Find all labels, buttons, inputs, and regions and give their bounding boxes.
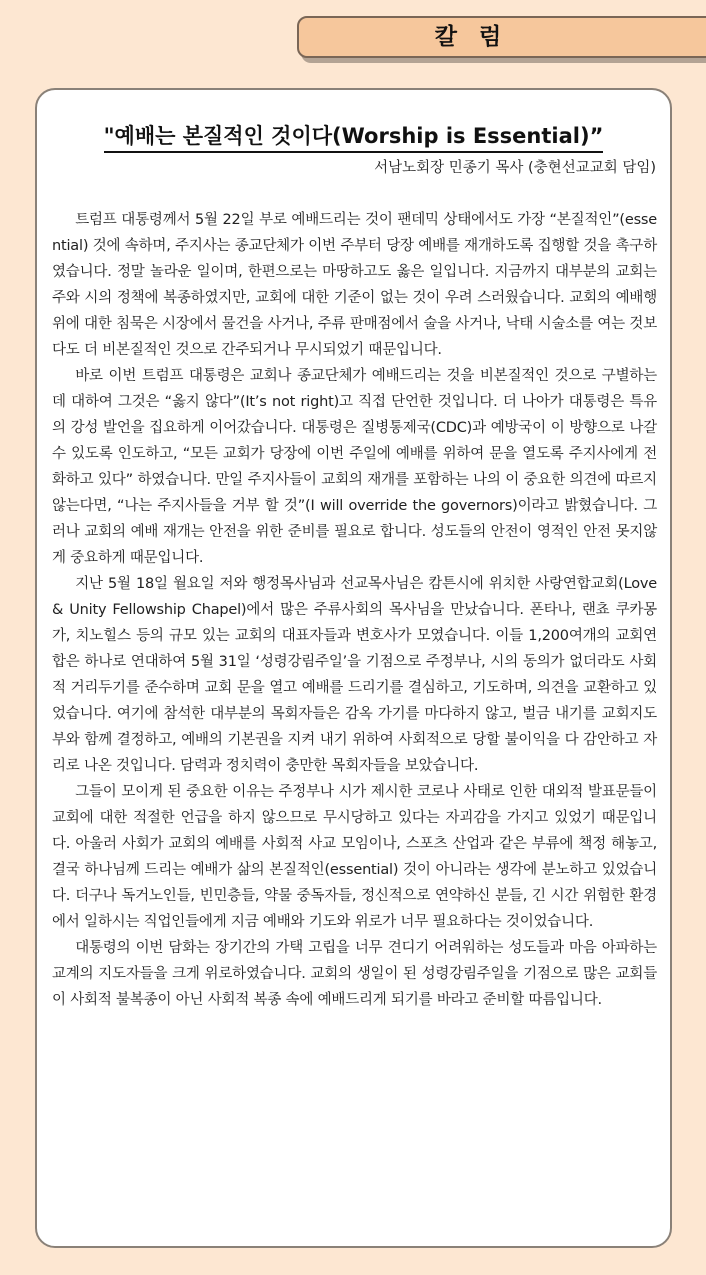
article-paragraph: 트럼프 대통령께서 5월 22일 부로 예배드리는 것이 팬데믹 상태에서도 가장 “본질적인”(essential) 것에 속하며, 주지사는 종교단체가 이번 주부터 당장 예배를 재개하도록 집행할 것을 촉구하였습니다. 정말 놀라운 일이며, 한편으로는 마땅하고도 옳은 일입니다. 지금까지 대부분의 교회는 주와 시의 정책에 복종하였지만, 교회에 대한 기준이 없는 것이 우려 스러웠습니다. 교회의 예배행위에 대한 침묵은 시장에서 물건을 사거나, 주류 판매점에서 술을 사거나, 낙태 시술소를 여는 것보다도 더 비본질적인 것으로 간주되거나 무시되었기 때문입니다. bbox=[52, 212, 657, 358]
article-paragraph: 바로 이번 트럼프 대통령은 교회나 종교단체가 예배드리는 것을 비본질적인 것으로 구별하는데 대하여 그것은 “옳지 않다”(It’s not right)고 직접 단언한 것입니다. 더 나아가 대통령은 특유의 강성 발언을 집요하게 이어갔습니다. 대통령은 질병통제국(CDC)과 예방국이 이 방향으로 나갈 수 있도록 인도하고, “모든 교회가 당장에 이번 주일에 예배를 위하여 문을 열도록 주지사에게 전화하고 있다” 하였습니다. 만일 주지사들이 교회의 재개를 포함하는 나의 이 중요한 의견에 따르지 않는다면, “나는 주지사들을 거부 할 것”(I will override the governors)이라고 밝혔습니다. 그러나 교회의 예배 재개는 안전을 위한 준비를 필요로 합니다. 성도들의 안전이 영적인 안전 못지않게 중요하게 때문입니다. bbox=[52, 368, 657, 566]
article-title-text: "예배는 본질적인 것이다(Worship is Essential)” bbox=[104, 124, 604, 153]
article-body bbox=[52, 207, 657, 1013]
section-tab bbox=[297, 16, 706, 58]
article-byline: 서남노회장 민종기 목사 (충현선교교회 담임) bbox=[374, 160, 656, 176]
article-paragraph: 그들이 모이게 된 중요한 이유는 주정부나 시가 제시한 코로나 사태로 인한 대외적 발표문들이 교회에 대한 적절한 언급을 하지 않으므로 무시당하고 있다는 자괴감을 가지고 있었기 때문입니다. 아울러 사회가 교회의 예배를 사회적 사교 모임이나, 스포츠 산업과 같은 부류에 책정 해놓고, 결국 하나님께 드리는 예배가 삶의 본질적인(essential) 것이 아니라는 생각에 분노하고 있었습니다. 더구나 독거노인들, 빈민층들, 약물 중독자들, 정신적으로 연약하신 분들, 긴 시간 위험한 환경에서 일하시는 직업인들에게 지금 예배와 기도와 위로가 너무 필요하다는 것이었습니다. bbox=[52, 784, 657, 930]
article-paragraph: 대통령의 이번 담화는 장기간의 가택 고립을 너무 견디기 어려워하는 성도들과 마음 아파하는 교계의 지도자들을 크게 위로하였습니다. 교회의 생일이 된 성령강림주일을 기점으로 많은 교회들이 사회적 불복종이 아닌 사회적 복종 속에 예배드리게 되기를 바라고 준비할 따름입니다. bbox=[52, 940, 657, 1008]
section-title: 칼럼 bbox=[434, 24, 524, 50]
article-card bbox=[35, 88, 672, 1248]
article-paragraph: 지난 5월 18일 월요일 저와 행정목사님과 선교목사님은 캄튼시에 위치한 사랑연합교회(Love & Unity Fellowship Chapel)에서 많은 주류사회의 목사님을 만났습니다. 폰타나, 랜쵸 쿠카몽가, 치노힐스 등의 규모 있는 교회의 대표자들과 변호사가 모였습니다. 이들 1,200여개의 교회연합은 하나로 연대하여 5월 31일 ‘성령강림주일’을 기점으로 주정부나, 시의 동의가 없더라도 사회적 거리두기를 준수하며 교회 문을 열고 예배를 드리기를 결심하고, 기도하며, 의견을 교환하고 있었습니다. 여기에 참석한 대부분의 목회자들은 감옥 가기를 마다하지 않고, 벌금 내기를 교회지도부와 함께 결정하고, 예배의 기본권을 지켜 내기 위하여 사회적으로 당할 불이익을 다 감안하고 자리로 나온 것입니다. 담력과 정치력이 충만한 목회자들을 보았습니다. bbox=[52, 576, 657, 774]
article-title bbox=[37, 120, 670, 150]
